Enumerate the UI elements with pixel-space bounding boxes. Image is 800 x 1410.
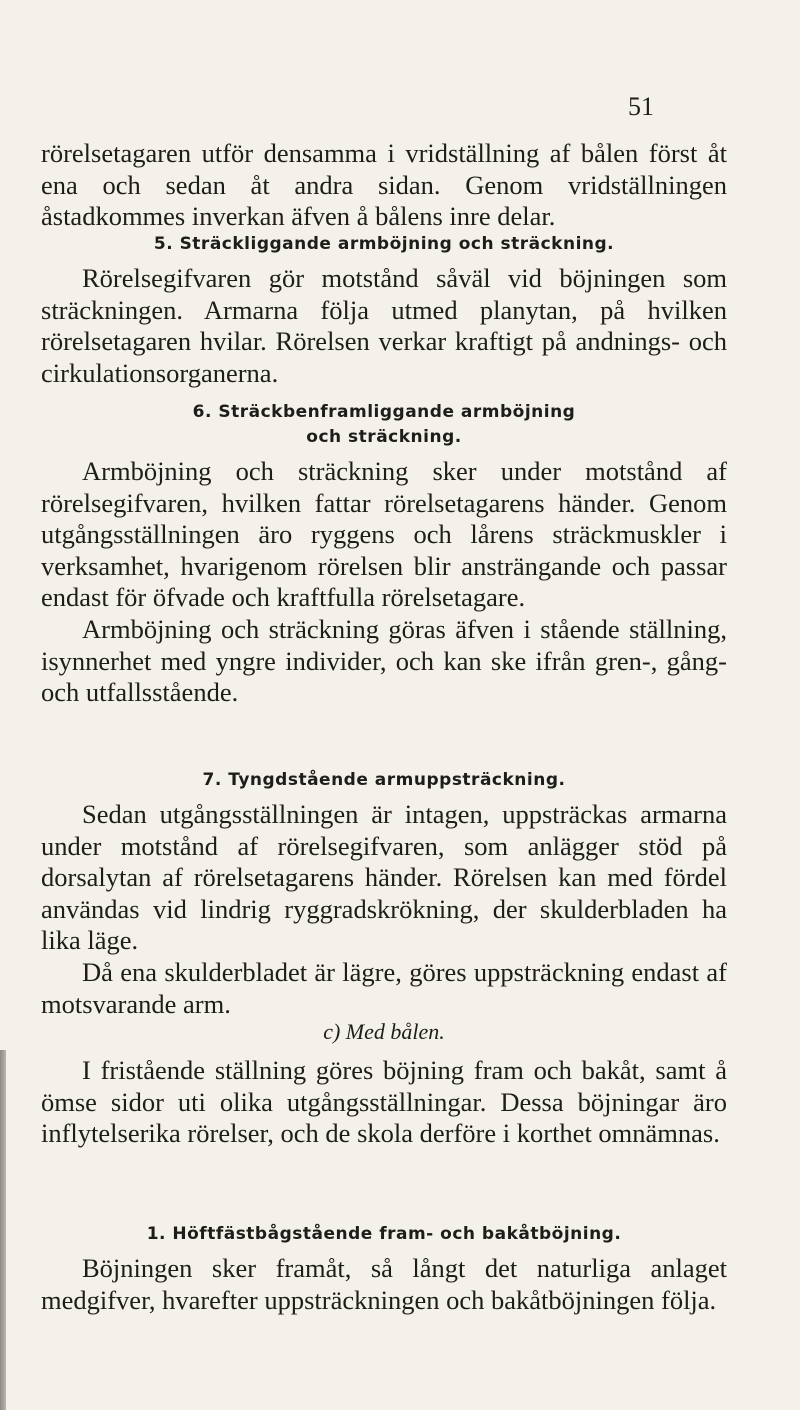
paragraph-4: Armböjning och sträckning göras äfven i stående ställning, isynnerhet med yngre individer, och kan ske ifrån gren-, gång- och utfallsstående. bbox=[41, 613, 727, 708]
heading-5: 5. Sträckliggande armböjning och sträckning. bbox=[153, 234, 615, 254]
paragraph-7: I fristående ställning göres böjning fram och bakåt, samt å ömse sidor uti olika utgångsställningar. Dessa böjningar äro inflytelserika rörelser, och de skola derföre i korthet omnämnas. bbox=[41, 1055, 727, 1149]
heading-7: 7. Tyngdstående armuppsträckning. bbox=[202, 770, 566, 790]
heading-6-line-2: och sträckning. bbox=[306, 427, 462, 447]
heading-1: 1. Höftfästbågstående fram- och bakåtböjning. bbox=[146, 1224, 622, 1244]
subheading-c: c) Med bålen. bbox=[323, 1019, 445, 1044]
paragraph-3: Armböjning och sträckning sker under motstånd af rörelsegifvaren, hvilken fattar rörelsetagarens händer. Genom utgångsställningen äro ryggens och lårens sträckmuskler i verksamhet, hvarigenom rörelsen blir ansträngande och passar endast för öfvade och kraftfulla rörelsetagare. bbox=[41, 456, 727, 613]
paragraph-6: Då ena skulderbladet är lägre, göres uppsträckning endast af motsvarande arm. bbox=[41, 956, 727, 1019]
paragraph-1: rörelsetagaren utför densamma i vridställning af bålen först åt ena och sedan åt andra sidan. Genom vridställningen åstadkommes inverkan äfven å bålens inre delar. bbox=[41, 138, 727, 232]
paragraph-2: Rörelsegifvaren gör motstånd såväl vid böjningen som sträckningen. Armarna följa utmed planytan, på hvilken rörelsetagaren hvilar. Rörelsen verkar kraftigt på andnings- och cirkulationsorganerna. bbox=[41, 263, 727, 388]
paragraph-5: Sedan utgångsställningen är intagen, uppsträckas armarna under motstånd af rörelsegifvaren, som anlägger stöd på dorsalytan af rörelsetagarens händer. Rörelsen kan med fördel användas vid lindrig ryggradskrökning, der skulderbladen ha lika läge. bbox=[41, 799, 727, 956]
heading-6-line-1: 6. Sträckbenframliggande armböjning bbox=[192, 402, 576, 422]
page-number: 51 bbox=[628, 92, 654, 121]
page-edge-shadow bbox=[0, 1050, 6, 1410]
section-c bbox=[41, 1017, 727, 1150]
section-7 bbox=[41, 768, 727, 1020]
section-5 bbox=[41, 232, 727, 389]
section-1 bbox=[41, 1222, 727, 1316]
paragraph-8: Böjningen sker framåt, så långt det naturliga anlaget medgifver, hvarefter uppsträckningen och bakåtböjningen följa. bbox=[41, 1253, 727, 1315]
section-6 bbox=[41, 400, 727, 709]
section-intro bbox=[41, 138, 727, 233]
